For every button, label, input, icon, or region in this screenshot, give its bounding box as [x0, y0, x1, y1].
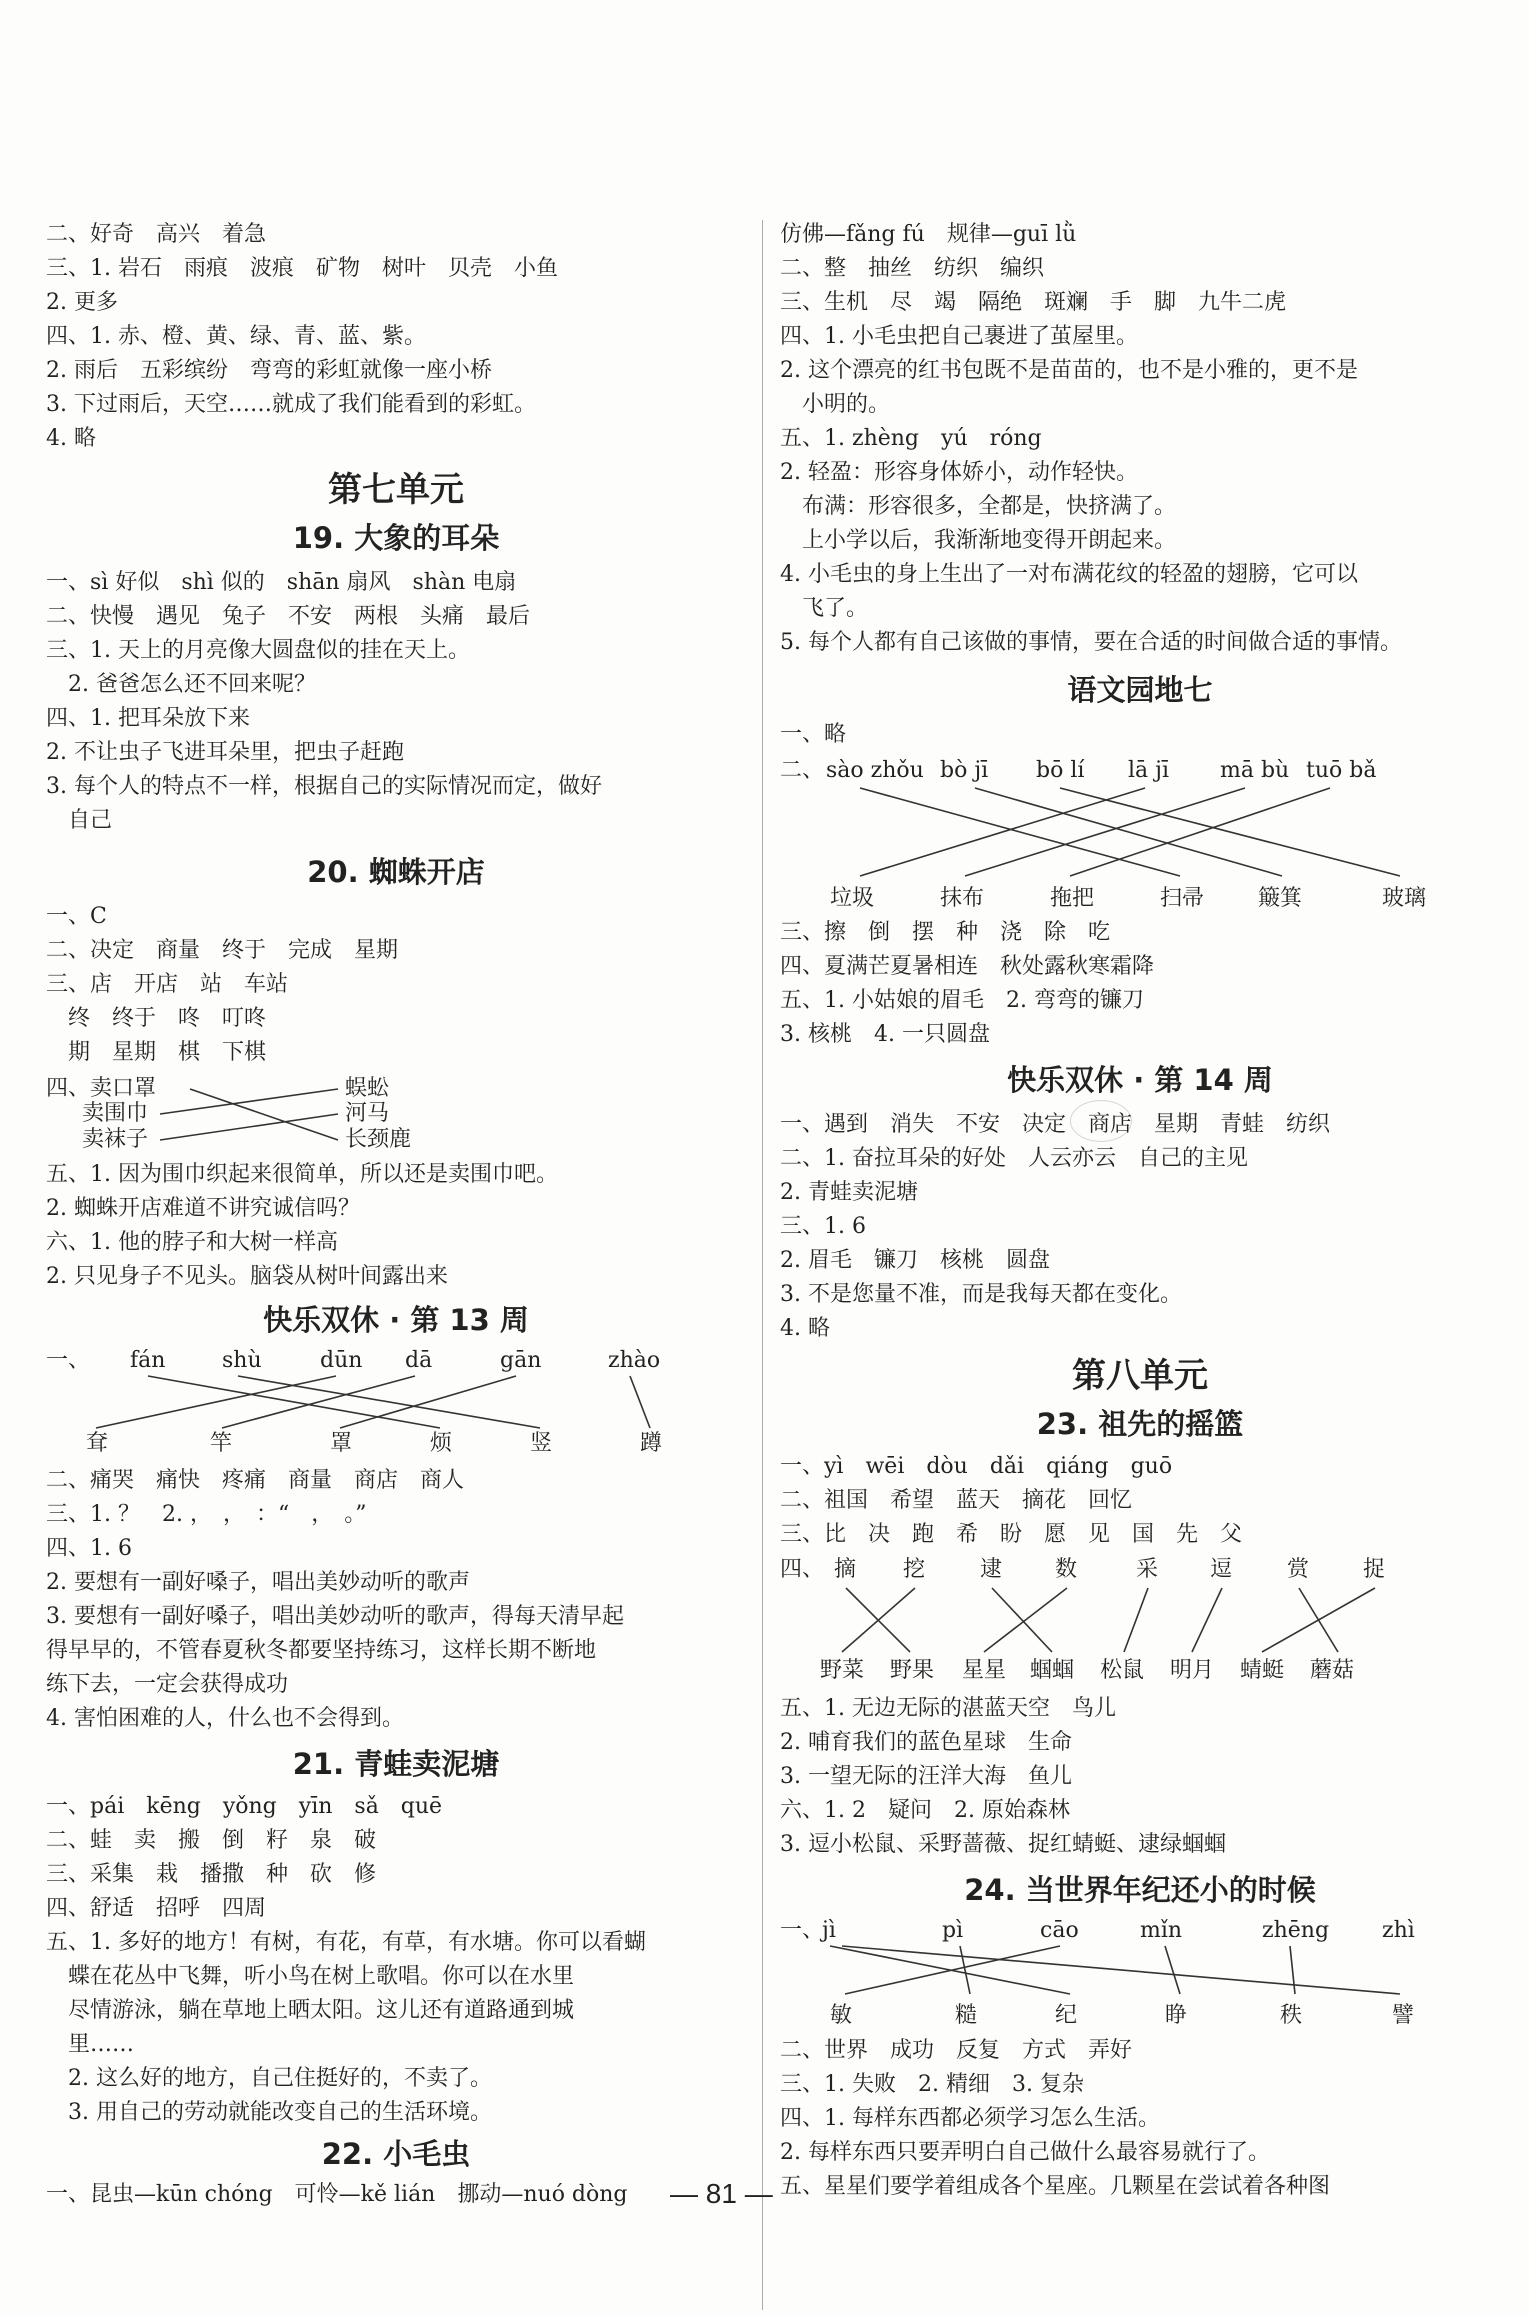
text-line: 终 终于 咚 叮咚: [46, 1006, 267, 1031]
match-bottom-item: 蘑菇: [1310, 1658, 1355, 1683]
match-top-item: 一、: [780, 1918, 825, 1943]
match-right-item: 蜈蚣: [345, 1076, 390, 1101]
text-line: 2. 只见身子不见头。脑袋从树叶间露出来: [46, 1264, 448, 1289]
text-line: 2. 每样东西只要弄明白自己做什么最容易就行了。: [780, 2140, 1270, 2165]
match-bottom-item: 竿: [210, 1431, 233, 1456]
lesson21-title: 21. 青蛙卖泥塘: [292, 1747, 500, 1781]
match-bottom-item: 罩: [330, 1431, 353, 1456]
match-top-item: pì: [942, 1918, 964, 1943]
match-top-item: lā jī: [1128, 758, 1170, 783]
text-line: 五、1. 多好的地方！有树，有花，有草，有水塘。你可以看蝴: [46, 1930, 646, 1955]
text-line: 练下去，一定会获得成功: [46, 1672, 289, 1697]
match-top-item: zhào: [608, 1348, 661, 1373]
match-bottom-item: 蝈蝈: [1030, 1658, 1075, 1683]
text-line: 2. 更多: [46, 290, 118, 315]
match-top-item: dūn: [320, 1348, 363, 1373]
page-number: — 81 —: [670, 2178, 773, 2209]
text-line: 四、1. 把耳朵放下来: [46, 706, 250, 731]
match-bottom-item: 松鼠: [1100, 1658, 1145, 1683]
match-bottom-item: 星星: [962, 1658, 1007, 1683]
text-line: 一、pái kēng yǒng yīn sǎ quē: [46, 1794, 443, 1819]
match-left-item: 四、卖口罩: [46, 1076, 157, 1101]
match-bottom-item: 烦: [430, 1431, 453, 1456]
match-bottom-item: 簸箕: [1258, 886, 1303, 911]
match-top-item: dā: [405, 1348, 433, 1373]
text-line: 2. 不让虫子飞进耳朵里，把虫子赶跑: [46, 740, 404, 765]
text-line: 2. 哺育我们的蓝色星球 生命: [780, 1730, 1072, 1755]
match-top-item: gān: [500, 1348, 542, 1373]
match-top-item: cāo: [1040, 1918, 1079, 1943]
match-top-item: 逮: [980, 1557, 1003, 1582]
match-top-item: 挖: [903, 1557, 926, 1582]
match-bottom-item: 玻璃: [1382, 886, 1427, 911]
unit7-title: 第七单元: [328, 470, 464, 510]
text-line: 六、1. 2 疑问 2. 原始森林: [780, 1798, 1070, 1823]
text-line: 二、痛哭 痛快 疼痛 商量 商店 商人: [46, 1468, 465, 1493]
match-bottom-item: 譬: [1392, 2003, 1415, 2028]
text-line: 六、1. 他的脖子和大树一样高: [46, 1230, 338, 1255]
text-line: 仿佛—fǎng fú 规律—guī lǜ: [780, 222, 1077, 247]
match-bottom-item: 扫帚: [1160, 886, 1205, 911]
text-line: 一、遇到 消失 不安 决定 商店 星期 青蛙 纺织: [780, 1112, 1331, 1137]
match-top-item: 摘: [834, 1557, 857, 1582]
lesson19-title: 19. 大象的耳朵: [292, 521, 500, 555]
text-line: 五、1. 小姑娘的眉毛 2. 弯弯的镰刀: [780, 988, 1144, 1013]
match-bottom-item: 秩: [1280, 2003, 1303, 2028]
match-bottom-item: 竖: [530, 1431, 553, 1456]
text-line: 3. 不是您量不准，而是我每天都在变化。: [780, 1282, 1182, 1307]
text-line: 三、比 决 跑 希 盼 愿 见 国 先 父: [780, 1522, 1243, 1547]
text-line: 二、1. 奋拉耳朵的好处 人云亦云 自己的主见: [780, 1146, 1248, 1171]
match-top-item: 四、: [780, 1557, 825, 1582]
text-line: 上小学以后，我渐渐地变得开朗起来。: [780, 528, 1177, 553]
match-top-item: bō lí: [1036, 758, 1085, 783]
text-line: 期 星期 棋 下棋: [46, 1040, 267, 1065]
text-line: 一、yì wēi dòu dǎi qiáng guō: [780, 1454, 1173, 1479]
text-line: 二、蛙 卖 搬 倒 籽 泉 破: [46, 1828, 377, 1853]
match-bottom-item: 垃圾: [830, 886, 875, 911]
text-line: 2. 青蛙卖泥塘: [780, 1180, 918, 1205]
match-top-item: 采: [1136, 1557, 1159, 1582]
text-line: 五、1. 因为围巾织起来很简单，所以还是卖围巾吧。: [46, 1162, 558, 1187]
text-line: 2. 蜘蛛开店难道不讲究诚信吗？: [46, 1196, 360, 1221]
match-right-item: 长颈鹿: [345, 1127, 412, 1152]
text-line: 三、1. 天上的月亮像大圆盘似的挂在天上。: [46, 638, 470, 663]
match-top-item: mǐn: [1140, 1918, 1183, 1943]
match-bottom-item: 明月: [1170, 1658, 1215, 1683]
text-line: 一、昆虫—kūn chóng 可怜—kě lián 挪动—nuó dòng: [46, 2182, 628, 2207]
text-line: 三、采集 栽 播撒 种 砍 修: [46, 1862, 377, 1887]
text-line: 4. 略: [46, 426, 96, 451]
text-line: 4. 害怕困难的人，什么也不会得到。: [46, 1706, 404, 1731]
text-line: 2. 眉毛 镰刀 核桃 圆盘: [780, 1248, 1050, 1273]
text-line: 得早早的，不管春夏秋冬都要坚持练习，这样长期不断地: [46, 1638, 597, 1663]
text-line: 二、祖国 希望 蓝天 摘花 回忆: [780, 1488, 1133, 1513]
match-bottom-item: 抹布: [940, 886, 985, 911]
match-bottom-item: 糙: [955, 2003, 978, 2028]
text-line: 五、星星们要学着组成各个星座。几颗星在尝试着各种图: [780, 2174, 1331, 2199]
text-line: 2. 爸爸怎么还不回来呢？: [46, 672, 316, 697]
match-bottom-item: 野菜: [820, 1658, 865, 1683]
text-line: 4. 小毛虫的身上生出了一对布满花纹的轻盈的翅膀，它可以: [780, 562, 1358, 587]
text-line: 2. 要想有一副好嗓子，唱出美妙动听的歌声: [46, 1570, 470, 1595]
match-top-item: zhēng: [1262, 1918, 1330, 1943]
match-bottom-item: 耷: [86, 1431, 109, 1456]
text-line: 3. 下过雨后，天空……就成了我们能看到的彩虹。: [46, 392, 536, 417]
text-line: 二、好奇 高兴 着急: [46, 222, 267, 247]
text-line: 二、决定 商量 终于 完成 星期: [46, 938, 399, 963]
text-line: 一、C: [46, 904, 107, 929]
text-line: 5. 每个人都有自己该做的事情，要在合适的时间做合适的事情。: [780, 630, 1402, 655]
text-line: 3. 核桃 4. 一只圆盘: [780, 1022, 990, 1047]
text-line: 2. 这个漂亮的红书包既不是苗苗的，也不是小雅的，更不是: [780, 358, 1358, 383]
match-top-item: shù: [222, 1348, 262, 1373]
unit8-title: 第八单元: [1072, 1356, 1208, 1396]
text-line: 2. 雨后 五彩缤纷 弯弯的彩虹就像一座小桥: [46, 358, 492, 383]
lesson20-title: 20. 蜘蛛开店: [307, 855, 485, 889]
text-line: 四、1. 赤、橙、黄、绿、青、蓝、紫。: [46, 324, 426, 349]
match-top-item: 赏: [1287, 1557, 1310, 1582]
match-top-item: 一、: [46, 1348, 91, 1373]
lesson22-title: 22. 小毛虫: [321, 2137, 471, 2171]
match-right-item: 河马: [345, 1101, 390, 1126]
match-bottom-item: 纪: [1055, 2003, 1078, 2028]
lesson23-title: 23. 祖先的摇篮: [1036, 1407, 1244, 1441]
text-line: 飞了。: [780, 596, 869, 621]
match-top-item: 数: [1055, 1557, 1078, 1582]
match-bottom-item: 敏: [830, 2003, 853, 2028]
text-line: 3. 一望无际的汪洋大海 鱼儿: [780, 1764, 1072, 1789]
match-top-item: zhì: [1382, 1918, 1415, 1943]
match-top-item: fán: [130, 1348, 166, 1373]
match-left-item: 卖袜子: [82, 1127, 149, 1152]
match-top-item: sào zhǒu: [826, 758, 924, 783]
week13-title: 快乐双休 · 第 13 周: [263, 1303, 529, 1337]
text-line: 五、1. 无边无际的湛蓝天空 鸟儿: [780, 1696, 1116, 1721]
match-top-item: jì: [822, 1918, 836, 1943]
text-line: 三、1. ？ 2. ， ， ：“ ， 。”: [46, 1502, 367, 1527]
text-line: 3. 逗小松鼠、采野蔷薇、捉红蜻蜓、逮绿蝈蝈: [780, 1832, 1226, 1857]
lesson24-title: 24. 当世界年纪还小的时候: [964, 1873, 1316, 1907]
text-line: 二、快慢 遇见 兔子 不安 两根 头痛 最后: [46, 604, 531, 629]
text-line: 四、1. 6: [46, 1536, 132, 1561]
text-line: 三、店 开店 站 车站: [46, 972, 289, 997]
text-line: 四、舒适 招呼 四周: [46, 1896, 267, 1921]
match-bottom-item: 野果: [890, 1658, 935, 1683]
text-line: 3. 每个人的特点不一样，根据自己的实际情况而定，做好: [46, 774, 602, 799]
text-line: 3. 要想有一副好嗓子，唱出美妙动听的歌声，得每天清早起: [46, 1604, 624, 1629]
match-top-item: bò jī: [940, 758, 989, 783]
text-line: 三、1. 岩石 雨痕 波痕 矿物 树叶 贝壳 小鱼: [46, 256, 558, 281]
text-line: 四、夏满芒夏暑相连 秋处露秋寒霜降: [780, 954, 1155, 979]
text-line: 里……: [46, 2032, 135, 2057]
match-top-item: 逗: [1210, 1557, 1233, 1582]
text-line: 三、生机 尽 竭 隔绝 斑斓 手 脚 九牛二虎: [780, 290, 1287, 315]
match-bottom-item: 蜻蜓: [1240, 1658, 1285, 1683]
text-line: 一、略: [780, 722, 847, 747]
text-line: 二、整 抽丝 纺织 编织: [780, 256, 1045, 281]
text-line: 三、擦 倒 摆 种 浇 除 吃: [780, 920, 1111, 945]
text-line: 小明的。: [780, 392, 891, 417]
text-line: 2. 这么好的地方，自己住挺好的，不卖了。: [46, 2066, 492, 2091]
text-line: 四、1. 每样东西都必须学习怎么生活。: [780, 2106, 1160, 2131]
match-bottom-item: 睁: [1165, 2003, 1188, 2028]
match-top-item: mā bù: [1220, 758, 1290, 783]
text-line: 尽情游泳，躺在草地上晒太阳。这儿还有道路通到城: [46, 1998, 575, 2023]
text-line: 4. 略: [780, 1316, 830, 1341]
match-bottom-item: 拖把: [1050, 886, 1095, 911]
text-line: 三、1. 6: [780, 1214, 866, 1239]
text-line: 二、世界 成功 反复 方式 弄好: [780, 2038, 1133, 2063]
match-top-item: tuō bǎ: [1306, 758, 1377, 783]
text-line: 三、1. 失败 2. 精细 3. 复杂: [780, 2072, 1084, 2097]
text-line: 布满：形容很多，全都是，快挤满了。: [780, 494, 1177, 519]
text-line: 3. 用自己的劳动就能改变自己的生活环境。: [46, 2100, 492, 2125]
text-line: 一、sì 好似 shì 似的 shān 扇风 shàn 电扇: [46, 570, 517, 595]
text-line: 2. 轻盈：形容身体娇小，动作轻快。: [780, 460, 1138, 485]
text-line: 蝶在花丛中飞舞，听小鸟在树上歌唱。你可以在水里: [46, 1964, 575, 1989]
text-line: 五、1. zhèng yú róng: [780, 426, 1042, 451]
text-line: 四、1. 小毛虫把自己裹进了茧屋里。: [780, 324, 1138, 349]
text-line: 自己: [46, 808, 113, 833]
match-top-item: 捉: [1363, 1557, 1386, 1582]
match-top-item: 二、: [780, 758, 825, 783]
match-left-item: 卖围巾: [82, 1101, 149, 1126]
garden7-title: 语文园地七: [1067, 673, 1213, 707]
match-bottom-item: 蹲: [640, 1431, 663, 1456]
week14-title: 快乐双休 · 第 14 周: [1007, 1063, 1273, 1097]
